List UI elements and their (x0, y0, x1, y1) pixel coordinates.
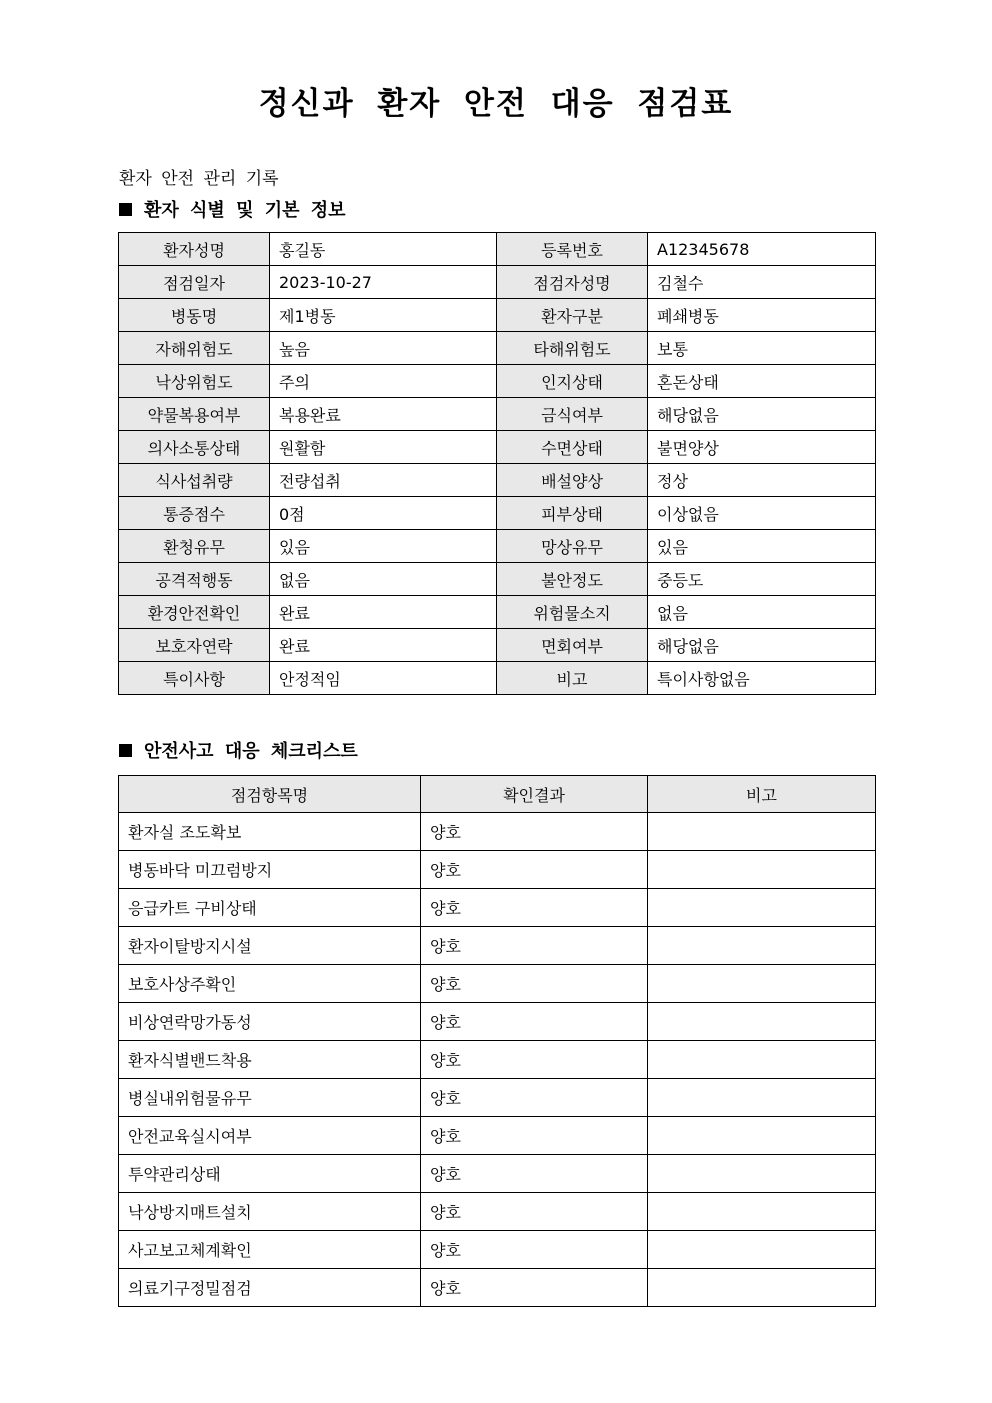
field-value: 전량섭취 (270, 464, 497, 497)
checklist-item-note (648, 965, 876, 1003)
checklist-item-result: 양호 (421, 1041, 648, 1079)
field-label: 환경안전확인 (119, 596, 270, 629)
field-value: 해당없음 (648, 398, 876, 431)
column-header-note: 비고 (648, 776, 876, 813)
square-bullet-icon (119, 744, 132, 757)
checklist-item-name: 보호사상주확인 (119, 965, 421, 1003)
checklist-item-name: 안전교육실시여부 (119, 1117, 421, 1155)
field-label: 점검자성명 (497, 266, 648, 299)
field-value: A12345678 (648, 233, 876, 266)
field-label: 약물복용여부 (119, 398, 270, 431)
table-row (119, 398, 876, 431)
field-label: 환청유무 (119, 530, 270, 563)
checklist-item-note (648, 889, 876, 927)
checklist-item-note (648, 1231, 876, 1269)
checklist-item-name: 의료기구정밀점검 (119, 1269, 421, 1307)
field-label: 수면상태 (497, 431, 648, 464)
checklist-item-result: 양호 (421, 1155, 648, 1193)
column-header-item: 점검항목명 (119, 776, 421, 813)
table-row (119, 431, 876, 464)
field-label: 환자구분 (497, 299, 648, 332)
field-value: 없음 (270, 563, 497, 596)
checklist-item-note (648, 1041, 876, 1079)
checklist-item-result: 양호 (421, 1003, 648, 1041)
checklist-item-result: 양호 (421, 1269, 648, 1307)
checklist-item-name: 병동바닥 미끄럼방지 (119, 851, 421, 889)
document-title: 정신과 환자 안전 대응 점검표 (258, 86, 734, 122)
field-value: 0점 (270, 497, 497, 530)
section-heading-label: 환자 식별 및 기본 정보 (144, 200, 346, 221)
field-value: 제1병동 (270, 299, 497, 332)
table-row (119, 1003, 876, 1041)
field-value: 완료 (270, 596, 497, 629)
table-row (119, 464, 876, 497)
field-value: 있음 (648, 530, 876, 563)
document-subtitle: 환자 안전 관리 기록 (119, 169, 279, 189)
field-value: 폐쇄병동 (648, 299, 876, 332)
table-row (119, 530, 876, 563)
field-label: 비고 (497, 662, 648, 695)
field-label: 인지상태 (497, 365, 648, 398)
safety-checklist-table (118, 775, 876, 1307)
checklist-item-result: 양호 (421, 1117, 648, 1155)
field-label: 식사섭취량 (119, 464, 270, 497)
table-row (119, 332, 876, 365)
table-row (119, 1079, 876, 1117)
table-row (119, 629, 876, 662)
field-label: 낙상위험도 (119, 365, 270, 398)
field-value: 있음 (270, 530, 497, 563)
field-value: 복용완료 (270, 398, 497, 431)
table-row (119, 1193, 876, 1231)
checklist-item-note (648, 1155, 876, 1193)
checklist-item-result: 양호 (421, 851, 648, 889)
field-label: 공격적행동 (119, 563, 270, 596)
table-row (119, 563, 876, 596)
field-label: 자해위험도 (119, 332, 270, 365)
checklist-item-note (648, 1117, 876, 1155)
section-heading-label: 안전사고 대응 체크리스트 (144, 741, 358, 762)
table-row (119, 299, 876, 332)
checklist-item-name: 사고보고체계확인 (119, 1231, 421, 1269)
field-label: 환자성명 (119, 233, 270, 266)
field-value: 이상없음 (648, 497, 876, 530)
field-value: 2023-10-27 (270, 266, 497, 299)
checklist-item-name: 환자이탈방지시설 (119, 927, 421, 965)
table-row (119, 851, 876, 889)
table-row (119, 927, 876, 965)
table-row (119, 596, 876, 629)
field-label: 면회여부 (497, 629, 648, 662)
checklist-item-note (648, 927, 876, 965)
field-label: 피부상태 (497, 497, 648, 530)
table-row (119, 1269, 876, 1307)
table-row (119, 266, 876, 299)
field-label: 금식여부 (497, 398, 648, 431)
checklist-item-result: 양호 (421, 1079, 648, 1117)
checklist-item-result: 양호 (421, 813, 648, 851)
checklist-item-result: 양호 (421, 1231, 648, 1269)
field-value: 혼돈상태 (648, 365, 876, 398)
field-value: 불면양상 (648, 431, 876, 464)
field-label: 통증점수 (119, 497, 270, 530)
table-row (119, 889, 876, 927)
field-value: 원활함 (270, 431, 497, 464)
field-label: 위험물소지 (497, 596, 648, 629)
field-label: 불안정도 (497, 563, 648, 596)
checklist-item-result: 양호 (421, 965, 648, 1003)
checklist-item-name: 병실내위험물유무 (119, 1079, 421, 1117)
section-heading-checklist (119, 737, 358, 763)
field-value: 보통 (648, 332, 876, 365)
table-row (119, 365, 876, 398)
table-row (119, 1155, 876, 1193)
field-label: 특이사항 (119, 662, 270, 695)
table-row (119, 662, 876, 695)
field-label: 의사소통상태 (119, 431, 270, 464)
patient-info-table-body (119, 233, 876, 695)
checklist-item-result: 양호 (421, 927, 648, 965)
field-value: 홍길동 (270, 233, 497, 266)
checklist-item-note (648, 1079, 876, 1117)
field-label: 점검일자 (119, 266, 270, 299)
checklist-item-name: 환자실 조도확보 (119, 813, 421, 851)
checklist-item-note (648, 813, 876, 851)
field-value: 해당없음 (648, 629, 876, 662)
table-row (119, 965, 876, 1003)
field-label: 타해위험도 (497, 332, 648, 365)
column-header-result: 확인결과 (421, 776, 648, 813)
field-label: 망상유무 (497, 530, 648, 563)
section-heading-patient-info (119, 196, 346, 222)
square-bullet-icon (119, 203, 132, 216)
field-value: 완료 (270, 629, 497, 662)
checklist-header-row (119, 776, 876, 813)
field-value: 없음 (648, 596, 876, 629)
field-label: 배설양상 (497, 464, 648, 497)
checklist-item-note (648, 1193, 876, 1231)
field-value: 높음 (270, 332, 497, 365)
table-row (119, 1117, 876, 1155)
checklist-item-note (648, 851, 876, 889)
checklist-item-name: 응급카트 구비상태 (119, 889, 421, 927)
checklist-item-name: 투약관리상태 (119, 1155, 421, 1193)
checklist-item-note (648, 1269, 876, 1307)
field-value: 주의 (270, 365, 497, 398)
checklist-item-note (648, 1003, 876, 1041)
field-label: 보호자연락 (119, 629, 270, 662)
table-row (119, 497, 876, 530)
table-row (119, 813, 876, 851)
checklist-item-result: 양호 (421, 1193, 648, 1231)
field-value: 안정적임 (270, 662, 497, 695)
table-row (119, 1231, 876, 1269)
table-row (119, 1041, 876, 1079)
field-value: 중등도 (648, 563, 876, 596)
safety-checklist-table-body (119, 813, 876, 1307)
field-value: 정상 (648, 464, 876, 497)
checklist-item-name: 낙상방지매트설치 (119, 1193, 421, 1231)
checklist-item-name: 비상연락망가동성 (119, 1003, 421, 1041)
field-value: 김철수 (648, 266, 876, 299)
checklist-item-name: 환자식별밴드착용 (119, 1041, 421, 1079)
field-label: 등록번호 (497, 233, 648, 266)
checklist-item-result: 양호 (421, 889, 648, 927)
field-label: 병동명 (119, 299, 270, 332)
patient-info-table (118, 232, 876, 695)
table-row (119, 233, 876, 266)
field-value: 특이사항없음 (648, 662, 876, 695)
